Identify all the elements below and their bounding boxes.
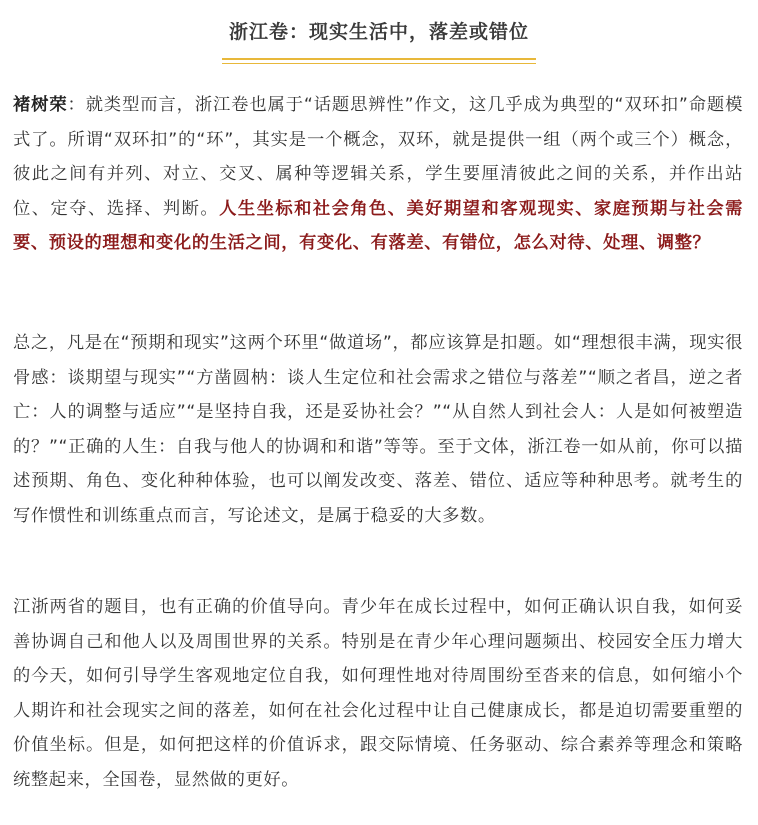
- highlighted-question: 人生坐标和社会角色、美好期望和客观现实、家庭预期与社会需要、预设的理想和变化的生活之间，有变化、有落差、有错位，怎么对待、处理、调整？: [13, 198, 743, 253]
- paragraph-intro-body: ：就类型而言，浙江卷也属于“话题思辨性”作文，这几乎成为典型的“双环扣”命题模式了。所谓“双环扣”的“环”，其实是一个概念，双环，就是提供一组（两个或三个）概念，彼此之间有并列、对立、交叉、属种等逻辑关系，学生要厘清彼此之间的关系，并作出站位、定夺、选择、判断。: [13, 95, 743, 219]
- article-title: 浙江卷：现实生活中，落差或错位: [228, 21, 529, 43]
- paragraph-values: 江浙两省的题目，也有正确的价值导向。青少年在成长过程中，如何正确认识自我，如何妥善协调自己和他人以及周围世界的关系。特别是在青少年心理问题频出、校园安全压力增大的今天，如何引导学生客观地定位自我，如何理性地对待周围纷至沓来的信息，如何缩小个人期许和社会现实之间的落差，如何在社会化过程中让自己健康成长，都是迫切需要重塑的价值坐标。但是，如何把这样的价值诉求，跟交际情境、任务驱动、综合素养等理念和策略统整起来，全国卷，显然做的更好。: [13, 597, 743, 790]
- paragraph-summary: 总之，凡是在“预期和现实”这两个环里“做道场”，都应该算是扣题。如“理想很丰满，现实很骨感：谈期望与现实”“方凿圆枘：谈人生定位和社会需求之错位与落差”“顺之者昌，逆之者亡：人的调整与适应”“是坚持自我，还是妥协社会？”“从自然人到社会人：人是如何被塑造的？”“正确的人生：自我与他人的协调和和谐”等等。至于文体，浙江卷一如从前，你可以描述预期、角色、变化种种体验，也可以阐发改变、落差、错位、适应等种种思考。就考生的写作惯性和训练重点而言，写论述文，是属于稳妥的大多数。: [13, 333, 743, 526]
- title-block: [0, 18, 758, 52]
- title-underline-rule: [222, 58, 536, 64]
- speaker-name: 褚树荣: [13, 95, 68, 115]
- paragraph-intro: [13, 88, 743, 261]
